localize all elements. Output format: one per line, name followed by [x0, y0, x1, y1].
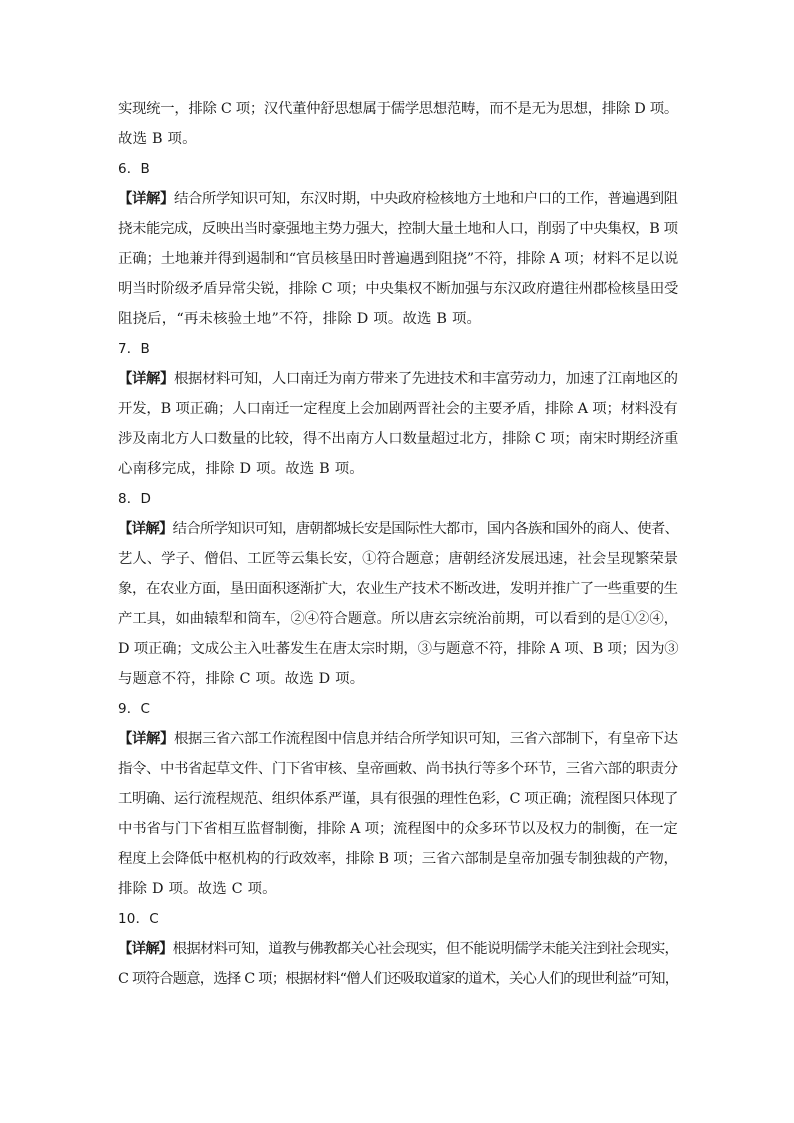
text-line: 故选 B 项。: [118, 131, 197, 147]
explanation-6-line: 【详解】结合所学知识可知，东汉时期，中央政府检核地方土地和户口的工作，普遍遇到阻: [118, 190, 678, 207]
detail-tag: 【详解】: [118, 940, 173, 957]
explanation-10-line: C 项符合题意，选择 C 项；根据材料“僧人们还吸取道家的道术，关心人们的现世利益”可知，: [118, 971, 679, 987]
detail-tag: 【详解】: [118, 370, 174, 387]
answer-8: 8．D: [118, 491, 152, 507]
explanation-6-line: 阻挠后，“再未核验土地”不符，排除 D 项。故选 B 项。: [118, 311, 482, 327]
explanation-9-line: 中书省与门下省相互监督制衡，排除 A 项；流程图中的众多环节以及权力的制衡，在一定: [118, 821, 678, 837]
explanation-8-line: D 项正确；文成公主入吐蕃发生在唐太宗时期，③与题意不符，排除 A 项、B 项；因为③: [118, 641, 679, 657]
explanation-6-line: 挠未能完成，反映出当时豪强地主势力强大，控制大量土地和人口，削弱了中央集权，B 项: [118, 221, 678, 237]
explanation-9-line: 【详解】根据三省六部工作流程图中信息并结合所学知识可知，三省六部制下，有皇帝下达: [118, 730, 678, 747]
explanation-7-line: 心南移完成，排除 D 项。故选 B 项。: [118, 461, 364, 477]
explanation-6-line: 明当时阶级矛盾异常尖锐，排除 C 项；中央集权不断加强与东汉政府遣往州郡检核垦田受: [118, 281, 679, 297]
text-line: 实现统一，排除 C 项；汉代董仲舒思想属于儒学思想范畴，而不是无为思想，排除 D 项。: [118, 101, 678, 117]
answer-9: 9．C: [118, 701, 151, 717]
explanation-9-line: 程度上会降低中枢机构的行政效率，排除 B 项；三省六部制是皇帝加强专制独裁的产物，: [118, 851, 678, 867]
detail-tag: 【详解】: [118, 730, 174, 747]
explanation-8-line: 产工具，如曲辕犁和筒车，②④符合题意。所以唐玄宗统治前期，可以看到的是①②④，: [118, 611, 679, 627]
detail-tag: 【详解】: [118, 520, 173, 537]
explanation-8-line: 与题意不符，排除 C 项。故选 D 项。: [118, 671, 365, 687]
detail-tag: 【详解】: [118, 190, 174, 207]
explanation-9-line: 指令、中书省起草文件、门下省审核、皇帝画敕、尚书执行等多个环节，三省六部的职责分: [118, 761, 678, 777]
explanation-8-line: 象，在农业方面，垦田面积逐渐扩大，农业生产技术不断改进，发明并推广了一些重要的生: [118, 581, 678, 597]
explanation-6-line: 正确；土地兼并得到遏制和“官员核垦田时普遍遇到阻挠”不符，排除 A 项；材料不足以说: [118, 251, 679, 267]
explanation-10-line: 【详解】根据材料可知，道教与佛教都关心社会现实，但不能说明儒学未能关注到社会现实，: [118, 940, 679, 957]
document-page: [118, 94, 678, 994]
explanation-9-line: 排除 D 项。故选 C 项。: [118, 881, 277, 897]
answer-10: 10．C: [118, 911, 159, 927]
explanation-9-line: 工明确、运行流程规范、组织体系严谨，具有很强的理性色彩，C 项正确；流程图只体现了: [118, 791, 679, 807]
explanation-8-line: 【详解】结合所学知识可知，唐朝都城长安是国际性大都市，国内各族和国外的商人、使者、: [118, 520, 679, 537]
answer-7: 7．B: [118, 341, 150, 357]
explanation-8-line: 艺人、学子、僧侣、工匠等云集长安，①符合题意；唐朝经济发展迅速，社会呈现繁荣景: [118, 551, 679, 567]
explanation-7-line: 【详解】根据材料可知，人口南迁为南方带来了先进技术和丰富劳动力，加速了江南地区的: [118, 370, 678, 387]
explanation-7-line: 涉及南北方人口数量的比较，得不出南方人口数量超过北方，排除 C 项；南宋时期经济重: [118, 431, 679, 447]
explanation-7-line: 开发，B 项正确；人口南迁一定程度上会加剧两晋社会的主要矛盾，排除 A 项；材料没有: [118, 401, 678, 417]
answer-6: 6．B: [118, 161, 150, 177]
